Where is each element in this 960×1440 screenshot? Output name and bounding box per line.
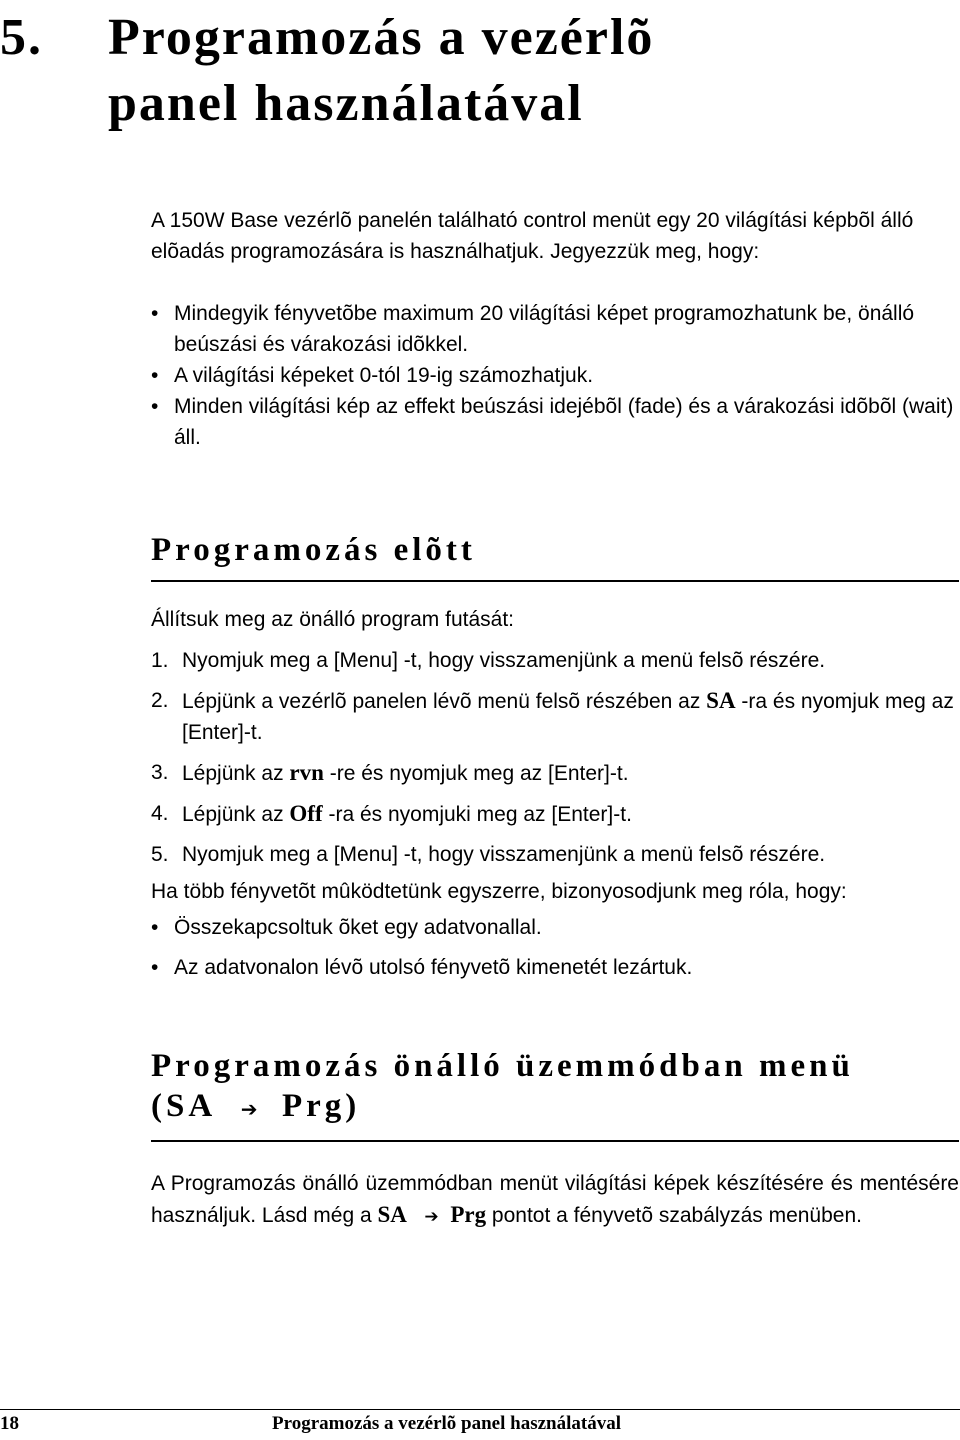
arrow-right-icon: ➔ [424,1207,439,1227]
chapter-title-line2: panel használatával [108,75,584,132]
section1-bullets [151,912,959,983]
list-item: • Minden világítási kép az effekt beúszási idejébõl (fade) és a várakozási idõbõl (wait) áll. [151,391,959,453]
display-code: Prg [450,1202,487,1227]
list-item: 5. Nyomjuk meg a [Menu] -t, hogy visszamenjünk a menü felsõ részére. [151,843,826,866]
list-item: • A világítási képeket 0-tól 19-ig számozhatjuk. [151,360,959,391]
list-item: 3. Lépjünk az rvn -re és nyomjuk meg az [Enter]-t. [151,760,629,785]
arrow-right-icon: ➔ [240,1097,258,1121]
section-divider [151,580,959,582]
intro-paragraph: A 150W Base vezérlõ panelén található control menüt egy 20 világítási képbõl álló elõadás programozására is használhatjuk. Jegyezzük meg, hogy: [151,209,914,263]
list-item: 1. Nyomjuk meg a [Menu] -t, hogy visszamenjünk a menü felsõ részére. [151,649,826,672]
page-number: 18 [0,1413,19,1434]
section1-after: Ha több fényvetõt mûködtetünk egyszerre, bizonyosodjunk meg róla, hogy: [151,880,847,903]
bullet-icon: • [151,364,159,387]
section-divider [151,1140,959,1142]
chapter-title-line1: Programozás a vezérlõ [108,9,655,66]
list-item: • Mindegyik fényvetõbe maximum 20 világítási képet programozhatunk be, önálló beúszási és várakozási idõkkel. [151,298,959,360]
section1-steps [151,645,959,879]
display-code: Off [289,801,323,826]
chapter-number: 5. [0,9,43,66]
section-title-before-programming: Programozás elõtt [151,532,476,568]
bullet-icon: • [151,916,159,939]
display-code: Prg [281,1088,346,1124]
footer-divider [0,1409,960,1410]
footer-title: Programozás a vezérlõ panel használatával [272,1413,621,1434]
list-item: • Az adatvonalon lévõ utolsó fényvetõ kimenetét lezártuk. [151,952,959,983]
section2-paragraph: A Programozás önálló üzemmódban menüt világítási képek készítésére és mentésére használjuk. Lásd még a SA ➔ Prg pontot a fényvetõ szabályzás menüben. [151,1172,959,1227]
section1-lead: Állítsuk meg az önálló program futását: [151,608,515,631]
list-item: • Összekapcsoltuk õket egy adatvonallal. [151,912,959,943]
display-code: SA [377,1202,407,1227]
section-title-standalone-menu: Programozás önálló üzemmódban menü (SA ➔ Prg) [151,1048,854,1124]
bullet-icon: • [151,395,159,418]
bullet-icon: • [151,302,159,325]
display-code: rvn [289,760,324,785]
list-item: 2. Lépjünk a vezérlõ panelen lévõ menü felsõ részében az SA -ra és nyomjuk meg az [Enter]-t. [151,688,954,744]
display-code: SA [706,688,736,713]
intro-bullets [151,298,959,453]
list-item: 4. Lépjünk az Off -ra és nyomjuki meg az [Enter]-t. [151,801,632,826]
display-code: SA [166,1088,217,1124]
bullet-icon: • [151,956,159,979]
